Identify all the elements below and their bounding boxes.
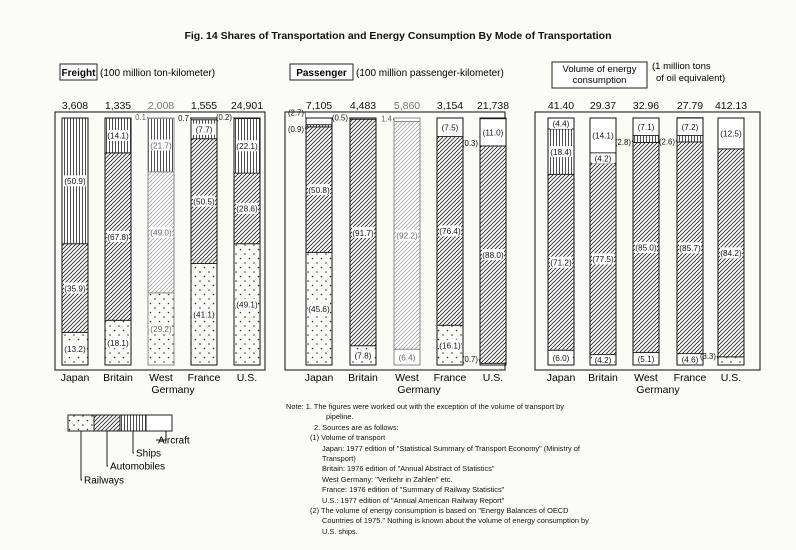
segment-label: (28.6) [236,204,258,214]
total-label: 2,008 [147,100,175,112]
category-label: France [673,372,707,384]
segment-label: (4.2) [594,356,612,366]
category-label: Germany [151,384,195,396]
legend [68,415,190,487]
category-label: West [634,372,658,384]
note-line: Britain: 1976 edition of "Annual Abstract of Statistics" [322,464,495,474]
bar-japan [288,100,334,384]
category-label: France [433,372,467,384]
total-label: 1,555 [190,100,218,112]
segment-label: (67.8) [107,232,129,242]
panel-volume-of-energy-consumption [535,61,760,396]
segment-label: (7.7) [195,125,213,135]
legend-label-aircraft: Aircraft [158,435,190,447]
total-label: 21,738 [476,100,510,112]
bar-britain [332,100,378,384]
segment-label: (22.1) [236,142,258,152]
segment-label: (49.1) [236,300,258,310]
segment-label: (4.4) [552,119,570,129]
segment-label: (18.4) [550,147,572,157]
segment-label: (49.0) [150,228,172,238]
note-line: pipeline. [326,412,354,422]
segment-label: (0.9) [287,124,304,134]
segment-label: (0.2) [215,113,232,123]
segment-label: (50.9) [64,177,86,187]
panel-passenger [285,64,509,396]
total-label: 29.37 [589,100,617,112]
note-line: U.S.: 1977 edition of "Annual American Railway Report" [322,495,505,505]
total-label: 3,154 [436,100,464,112]
segment-ships [677,136,703,142]
bar-west-germany [135,100,195,396]
note-line: West Germany: "Verkehr in Zahlen" etc. [322,474,453,484]
category-label: France [187,372,221,384]
segment-label: (7.5) [441,123,459,133]
segment-label: (45.6) [308,304,330,314]
segment-label: (5.1) [637,355,655,365]
note-line: Japan: 1977 edition of "Statistical Summary of Transport Economy" (Ministry of [322,443,580,453]
segment-label: (85.0) [635,243,657,253]
note-line: (1) Volume of transport [310,433,386,443]
segment-label: (7.1) [637,123,655,133]
category-label: Japan [546,372,576,384]
segment-label: (0.3) [461,138,478,148]
segment-label: (2.7) [287,108,304,118]
category-label: Japan [304,372,334,384]
legend-label-ships: Ships [136,448,162,460]
segment-label: (91.7) [352,228,374,238]
legend-label-automobiles: Automobiles [110,461,166,473]
bar-u-s [700,100,747,384]
legend-swatch-ships [120,415,146,431]
total-label: 1,335 [104,100,132,112]
segment-label: (76.4) [439,227,461,237]
segment-label: (7.2) [681,122,699,132]
segment-label: (50.8) [308,185,330,195]
segment-label: (85.7) [679,244,701,254]
note-line: (2) The volume of energy consumption is based on "Energy Balances of OECD [310,506,569,515]
panel-freight [55,64,265,396]
total-label: 7,105 [305,100,333,112]
segment-label: (2.6) [658,137,675,147]
bar-france [659,100,707,384]
panel-unit: of oil equivalent) [656,73,726,84]
segment-ships [633,136,659,143]
category-label: U.S. [482,372,504,384]
category-label: Britain [348,372,378,384]
segment-label: (7.8) [354,351,372,361]
category-label: West [149,372,173,384]
category-label: U.S. [236,372,258,384]
bar-west-germany [381,100,441,396]
panel-label: Volume of energy [562,64,637,75]
note-line: Note: 1. The figures were worked out with the exception of the volume of transport by [286,402,564,411]
segment-label: (6.0) [552,353,570,363]
segment-label: (50.5) [193,197,215,207]
segment-aircraft [306,118,332,125]
leader-line [147,117,148,118]
total-label: 41.40 [547,100,575,112]
note-line: Countries of 1975." Nothing is known about the volume of energy consumption by [322,516,589,526]
panel-unit: (100 million ton-kilometer) [100,68,216,79]
segment-label: (11.0) [482,128,504,138]
panel-unit: (100 million passenger-kilometer) [356,68,504,79]
category-label: Germany [397,384,441,396]
category-label: Britain [588,372,618,384]
segment-label: (2.8) [614,137,631,147]
segment-label: (3.3) [699,351,716,361]
segment-label: 0.1 [135,113,146,123]
legend-swatch-automobiles [94,415,120,431]
legend-leader [81,431,82,480]
category-label: U.S. [720,372,742,384]
total-label: 27.79 [676,100,704,112]
legend-swatch-railways [68,415,94,431]
total-label: 3,608 [61,100,89,112]
leader-line [233,117,234,118]
segment-label: (29.2) [150,325,172,335]
segment-label: (88.0) [482,250,504,260]
bar-u-s [216,100,263,384]
segment-label: (35.9) [64,284,86,294]
segment-label: (16.1) [439,341,461,351]
segment-label: 1.4 [381,114,392,124]
note-line: U.S. ships. [322,526,358,536]
panel-label: consumption [572,75,627,86]
note-line: France: 1976 edition of "Summary of Railway Statistics" [322,485,505,495]
segment-label: (71.2) [550,258,572,268]
segment-aircraft [394,118,420,121]
bar-japan [547,100,576,384]
segment-label: (0.7) [461,355,478,365]
bar-japan [61,100,90,384]
legend-leader [107,431,108,466]
category-label: Germany [636,384,680,396]
segment-label: (12.5) [720,129,742,139]
bar-france [178,100,220,384]
total-label: 32.96 [632,100,660,112]
segment-label: (14.1) [592,131,614,141]
panel-label: Freight [61,68,96,79]
segment-label: (21.7) [150,141,172,151]
segment-railways [718,357,744,365]
segment-label: (18.1) [107,338,129,348]
bar-britain [103,100,133,384]
total-label: 5,860 [393,100,421,112]
segment-label: (41.1) [193,310,215,320]
total-label: 4,483 [349,100,377,112]
segment-label: (4.6) [681,355,699,365]
category-label: Japan [60,372,90,384]
total-label: 24,901 [230,100,264,112]
note-line: 2. Sources are as follows: [314,422,399,432]
segment-label: (4.2) [594,154,612,164]
panel-label: Passenger [296,68,347,79]
bar-britain [588,100,618,384]
bar-u-s [462,100,509,384]
legend-label-railways: Railways [84,475,125,487]
total-label: 412.13 [714,100,748,112]
note-line: Transport) [322,454,356,463]
legend-leader [133,431,134,453]
segment-label: (84.2) [720,249,742,259]
category-label: West [395,372,419,384]
segment-label: (13.2) [64,344,86,354]
figure-title: Fig. 14 Shares of Transportation and Energy Consumption By Mode of Transportation [184,30,612,42]
segment-label: (6.4) [398,353,416,363]
segment-label: 0.7 [178,113,189,123]
panel-unit: (1 million tons [652,61,711,72]
segment-label: (0.5) [331,113,348,123]
segment-label: (14.1) [107,131,129,141]
segment-label: (92.2) [396,231,418,241]
segment-label: (77.5) [592,255,614,265]
category-label: Britain [103,372,133,384]
legend-swatch-aircraft [146,415,172,431]
